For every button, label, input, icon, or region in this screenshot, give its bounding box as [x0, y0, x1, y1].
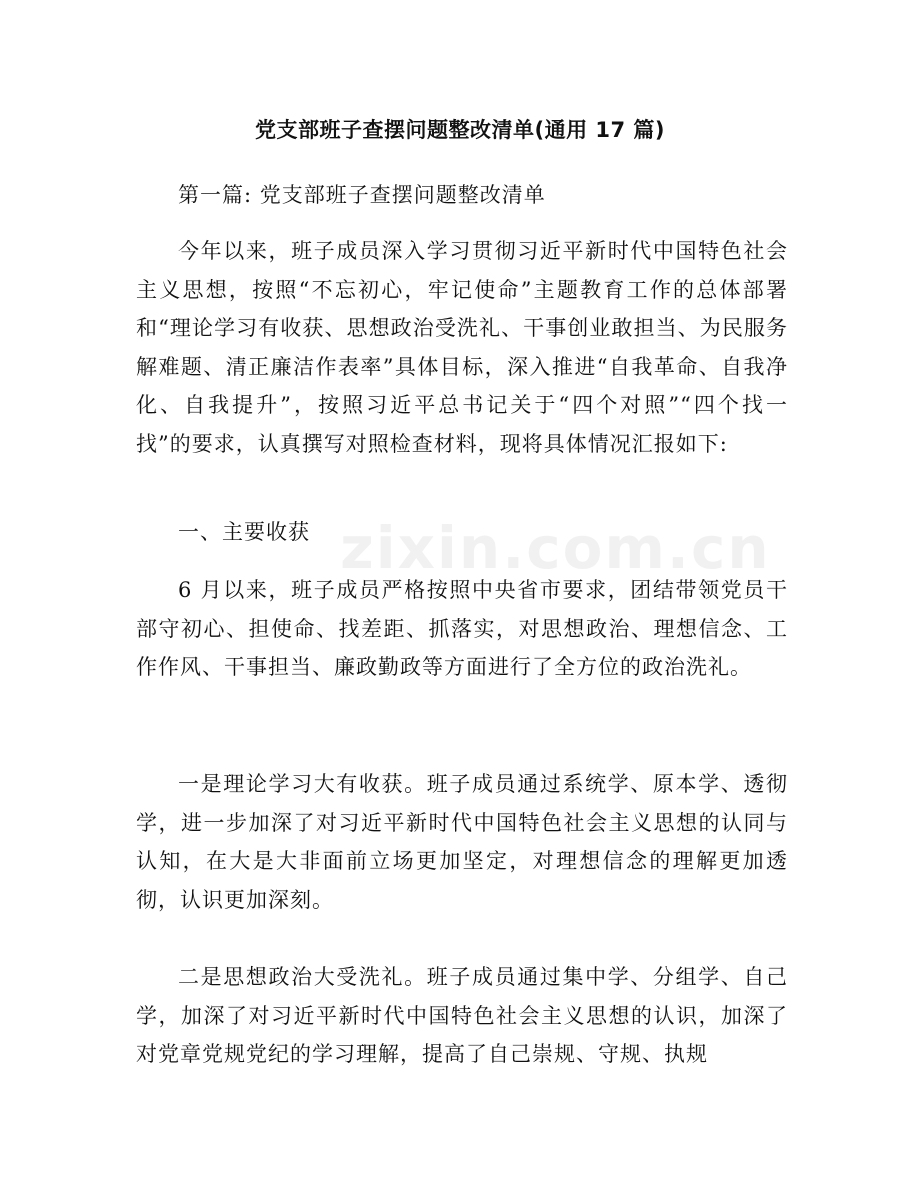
paragraph-political-baptism: 二是思想政治大受洗礼。班子成员通过集中学、分组学、自己学，加深了对习近平新时代中国特色社会主义思想的认识，加深了对党章党规党纪的学习理解，提高了自己崇规、守规、执规	[136, 965, 788, 1066]
watermark-logo: zixin.com.cn	[340, 514, 771, 582]
paragraph-intro: 今年以来，班子成员深入学习贯彻习近平新时代中国特色社会主义思想，按照“不忘初心，牢记使命”主题教育工作的总体部署和“理论学习有收获、思想政治受洗礼、干事创业敢担当、为民服务解难题、清正廉洁作表率”具体目标，深入推进“自我革命、自我净化、自我提升”，按照习近平总书记关于“四个对照”“四个找一找”的要求，认真撰写对照检查材料，现将具体情况汇报如下:	[136, 239, 788, 456]
document-title: 党支部班子查摆问题整改清单(通用 17 篇)	[254, 118, 666, 142]
section-heading: 第一篇: 党支部班子查摆问题整改清单	[178, 183, 546, 207]
paragraph-since-june: 6 月以来，班子成员严格按照中央省市要求，团结带领党员干部守初心、担使命、找差距、抓落实，对思想政治、理想信念、工作作风、干事担当、廉政勤政等方面进行了全方位的政治洗礼。	[136, 578, 788, 679]
paragraph-theory-study: 一是理论学习大有收获。班子成员通过系统学、原本学、透彻学，进一步加深了对习近平新时代中国特色社会主义思想的认同与认知，在大是大非面前立场更加坚定，对理想信念的理解更加透彻，认识更加深刻。	[136, 772, 788, 912]
subheading-main-gains: 一、主要收获	[178, 520, 310, 544]
